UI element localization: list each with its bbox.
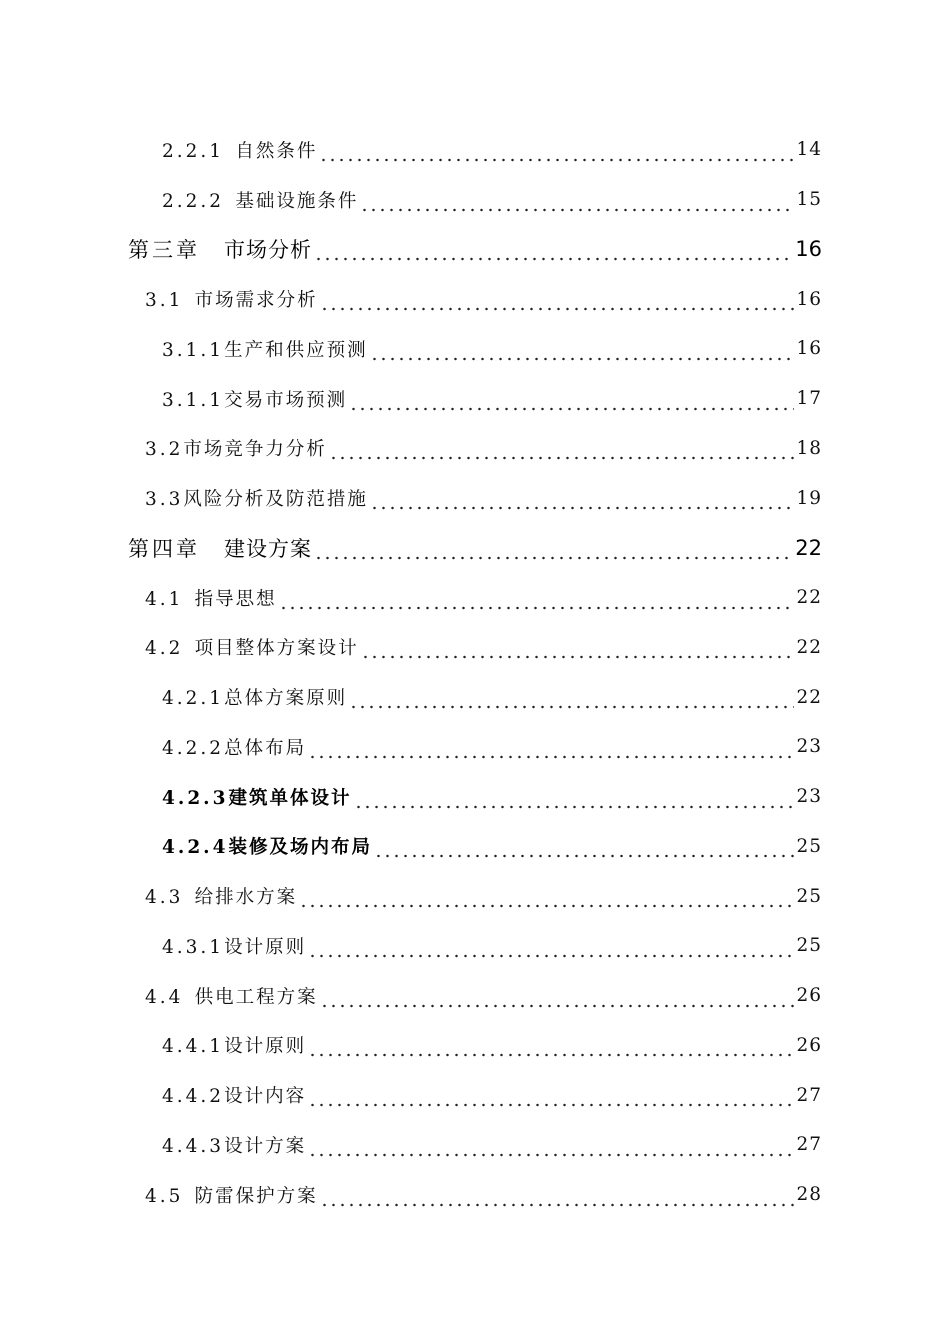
toc-entry-label xyxy=(145,983,318,1009)
toc-entry-title: 供电工程方案 xyxy=(194,986,318,1008)
toc-entry-label xyxy=(145,485,368,511)
toc-entry-title: 风险分析及防范措施 xyxy=(183,489,368,511)
dot-leader xyxy=(314,541,793,561)
toc-entry-title: 建设方案 xyxy=(224,536,312,561)
toc-entry-number: 2.2.1 xyxy=(162,140,225,162)
toc-entry-page-number: 27 xyxy=(796,1084,822,1106)
dot-leader xyxy=(360,193,794,213)
toc-entry-number: 4.3.1 xyxy=(162,936,225,958)
dot-leader xyxy=(349,690,794,710)
toc-entry-page-number: 22 xyxy=(796,686,822,708)
toc-entry-page-number: 22 xyxy=(796,636,822,658)
dot-leader xyxy=(319,143,794,163)
toc-entry-number: 4.2.4 xyxy=(162,837,229,859)
toc-entry-page-number: 18 xyxy=(796,437,822,459)
toc-entry-label xyxy=(162,386,347,412)
toc-entry[interactable] xyxy=(0,523,950,573)
toc-entry-label xyxy=(128,533,312,563)
toc-entry-number: 4.4.3 xyxy=(162,1135,225,1157)
toc-entry-number: 第三章 xyxy=(128,238,200,263)
toc-entry-number: 4.4.1 xyxy=(162,1036,225,1058)
dot-leader xyxy=(320,292,795,312)
toc-entry-number: 3.1.1 xyxy=(162,389,225,411)
toc-entry-title: 总体方案原则 xyxy=(224,688,348,710)
toc-entry-page-number: 25 xyxy=(796,885,822,907)
toc-entry-title: 自然条件 xyxy=(235,140,318,162)
toc-entry-gap xyxy=(183,290,194,311)
dot-leader xyxy=(308,1138,794,1158)
toc-entry-page-number: 22 xyxy=(796,587,822,609)
toc-entry-label xyxy=(145,634,359,660)
toc-entry-label xyxy=(162,734,306,760)
dot-leader xyxy=(370,342,795,362)
toc-entry-page-number: 23 xyxy=(796,786,822,808)
toc-entry-title: 设计方案 xyxy=(224,1135,307,1157)
dot-leader xyxy=(370,491,795,511)
toc-entry-gap xyxy=(224,191,235,212)
toc-entry[interactable] xyxy=(0,672,950,722)
toc-entry-number: 3.2 xyxy=(145,439,184,461)
toc-entry-label xyxy=(145,1182,318,1208)
toc-entry[interactable] xyxy=(0,822,950,872)
toc-entry[interactable] xyxy=(0,175,950,225)
toc-entry[interactable] xyxy=(0,324,950,374)
dot-leader xyxy=(374,839,794,859)
toc-entry-page-number: 17 xyxy=(796,388,822,410)
toc-entry-title: 指导思想 xyxy=(194,588,277,610)
dot-leader xyxy=(308,740,794,760)
toc-entry-label xyxy=(162,784,352,810)
dot-leader xyxy=(308,1038,794,1058)
toc-entry-page-number: 25 xyxy=(796,835,822,857)
toc-entry-page-number: 16 xyxy=(796,288,822,310)
toc-entry-label xyxy=(162,1132,306,1158)
toc-entry-title: 给排水方案 xyxy=(194,887,298,909)
toc-entry-page-number: 16 xyxy=(796,338,822,360)
dot-leader xyxy=(308,939,794,959)
toc-entry-title: 装修及场内布局 xyxy=(228,837,373,859)
toc-entry-label xyxy=(162,933,306,959)
toc-entry[interactable] xyxy=(0,871,950,921)
toc-entry-number: 4.4.2 xyxy=(162,1086,225,1108)
toc-entry-label xyxy=(145,435,327,461)
toc-entry-gap xyxy=(224,141,235,162)
toc-entry-title: 设计内容 xyxy=(224,1086,307,1108)
toc-entry-title: 总体布局 xyxy=(224,737,307,759)
toc-entry-title: 防雷保护方案 xyxy=(194,1185,318,1207)
toc-entry[interactable] xyxy=(0,623,950,673)
toc-entry-label xyxy=(162,684,347,710)
toc-entry-label xyxy=(145,585,277,611)
toc-entry-title: 市场需求分析 xyxy=(194,290,318,312)
toc-entry-gap xyxy=(183,638,194,659)
toc-entry-page-number: 22 xyxy=(795,535,822,560)
dot-leader xyxy=(320,1188,795,1208)
toc-entry-number: 3.1.1 xyxy=(162,339,225,361)
toc-entry-title: 市场竞争力分析 xyxy=(183,439,327,461)
toc-entry-number: 4.2 xyxy=(145,638,184,660)
toc-entry-title: 项目整体方案设计 xyxy=(194,638,359,660)
dot-leader xyxy=(314,242,793,262)
toc-entry[interactable] xyxy=(0,1120,950,1170)
toc-entry-page-number: 23 xyxy=(796,736,822,758)
toc-entry[interactable] xyxy=(0,1170,950,1220)
toc-entry[interactable] xyxy=(0,722,950,772)
toc-entry-gap xyxy=(183,589,194,610)
toc-entry-page-number: 19 xyxy=(796,487,822,509)
toc-entry-label xyxy=(145,883,297,909)
dot-leader xyxy=(349,392,794,412)
toc-entry-label xyxy=(162,833,372,859)
toc-entry-label xyxy=(162,137,317,163)
dot-leader xyxy=(329,441,795,461)
toc-entry[interactable] xyxy=(0,921,950,971)
toc-entry-title: 建筑单体设计 xyxy=(228,787,352,809)
toc-entry-title: 设计原则 xyxy=(224,1036,307,1058)
toc-entry-page-number: 25 xyxy=(796,935,822,957)
toc-entry-label xyxy=(145,286,318,312)
toc-entry-number: 4.1 xyxy=(145,588,184,610)
toc-entry-gap xyxy=(183,987,194,1008)
dot-leader xyxy=(354,790,795,810)
dot-leader xyxy=(279,591,795,611)
toc-entry[interactable] xyxy=(0,374,950,424)
toc-entry[interactable] xyxy=(0,1021,950,1071)
dot-leader xyxy=(299,889,794,909)
toc-entry-number: 第四章 xyxy=(128,536,200,561)
toc-entry-page-number: 26 xyxy=(796,985,822,1007)
toc-entry[interactable] xyxy=(0,1070,950,1120)
toc-entry-page-number: 26 xyxy=(796,1034,822,1056)
toc-entry-number: 4.4 xyxy=(145,986,184,1008)
dot-leader xyxy=(361,640,795,660)
table-of-contents xyxy=(0,125,950,1220)
toc-entry-number: 4.2.3 xyxy=(162,787,229,809)
toc-entry-number: 3.1 xyxy=(145,290,184,312)
toc-entry-title: 基础设施条件 xyxy=(235,190,359,212)
toc-entry-number: 3.3 xyxy=(145,489,184,511)
toc-entry-number: 4.3 xyxy=(145,887,184,909)
toc-entry-label xyxy=(162,1082,306,1108)
toc-entry[interactable] xyxy=(0,225,950,275)
toc-entry-title: 生产和供应预测 xyxy=(224,339,368,361)
toc-entry-title: 设计原则 xyxy=(224,936,307,958)
toc-entry-number: 4.2.2 xyxy=(162,737,225,759)
toc-entry-title: 市场分析 xyxy=(224,238,312,263)
toc-entry-label xyxy=(162,187,358,213)
dot-leader xyxy=(320,989,795,1009)
toc-entry-label xyxy=(128,234,312,264)
toc-entry[interactable] xyxy=(0,573,950,623)
toc-entry-title: 交易市场预测 xyxy=(224,389,348,411)
toc-entry-number: 2.2.2 xyxy=(162,190,225,212)
toc-entry-label xyxy=(162,336,368,362)
toc-entry-gap xyxy=(183,887,194,908)
toc-entry-gap xyxy=(183,1186,194,1207)
toc-entry-page-number: 14 xyxy=(796,139,822,161)
toc-entry-number: 4.5 xyxy=(145,1185,184,1207)
toc-entry-page-number: 28 xyxy=(796,1184,822,1206)
toc-entry[interactable] xyxy=(0,772,950,822)
toc-entry[interactable] xyxy=(0,274,950,324)
toc-entry[interactable] xyxy=(0,125,950,175)
toc-entry[interactable] xyxy=(0,473,950,523)
toc-entry-page-number: 27 xyxy=(796,1134,822,1156)
toc-entry-page-number: 15 xyxy=(796,189,822,211)
toc-entry-number: 4.2.1 xyxy=(162,688,225,710)
toc-entry[interactable] xyxy=(0,971,950,1021)
toc-entry[interactable] xyxy=(0,424,950,474)
dot-leader xyxy=(308,1088,794,1108)
toc-entry-page-number: 16 xyxy=(795,237,822,262)
toc-entry-label xyxy=(162,1032,306,1058)
